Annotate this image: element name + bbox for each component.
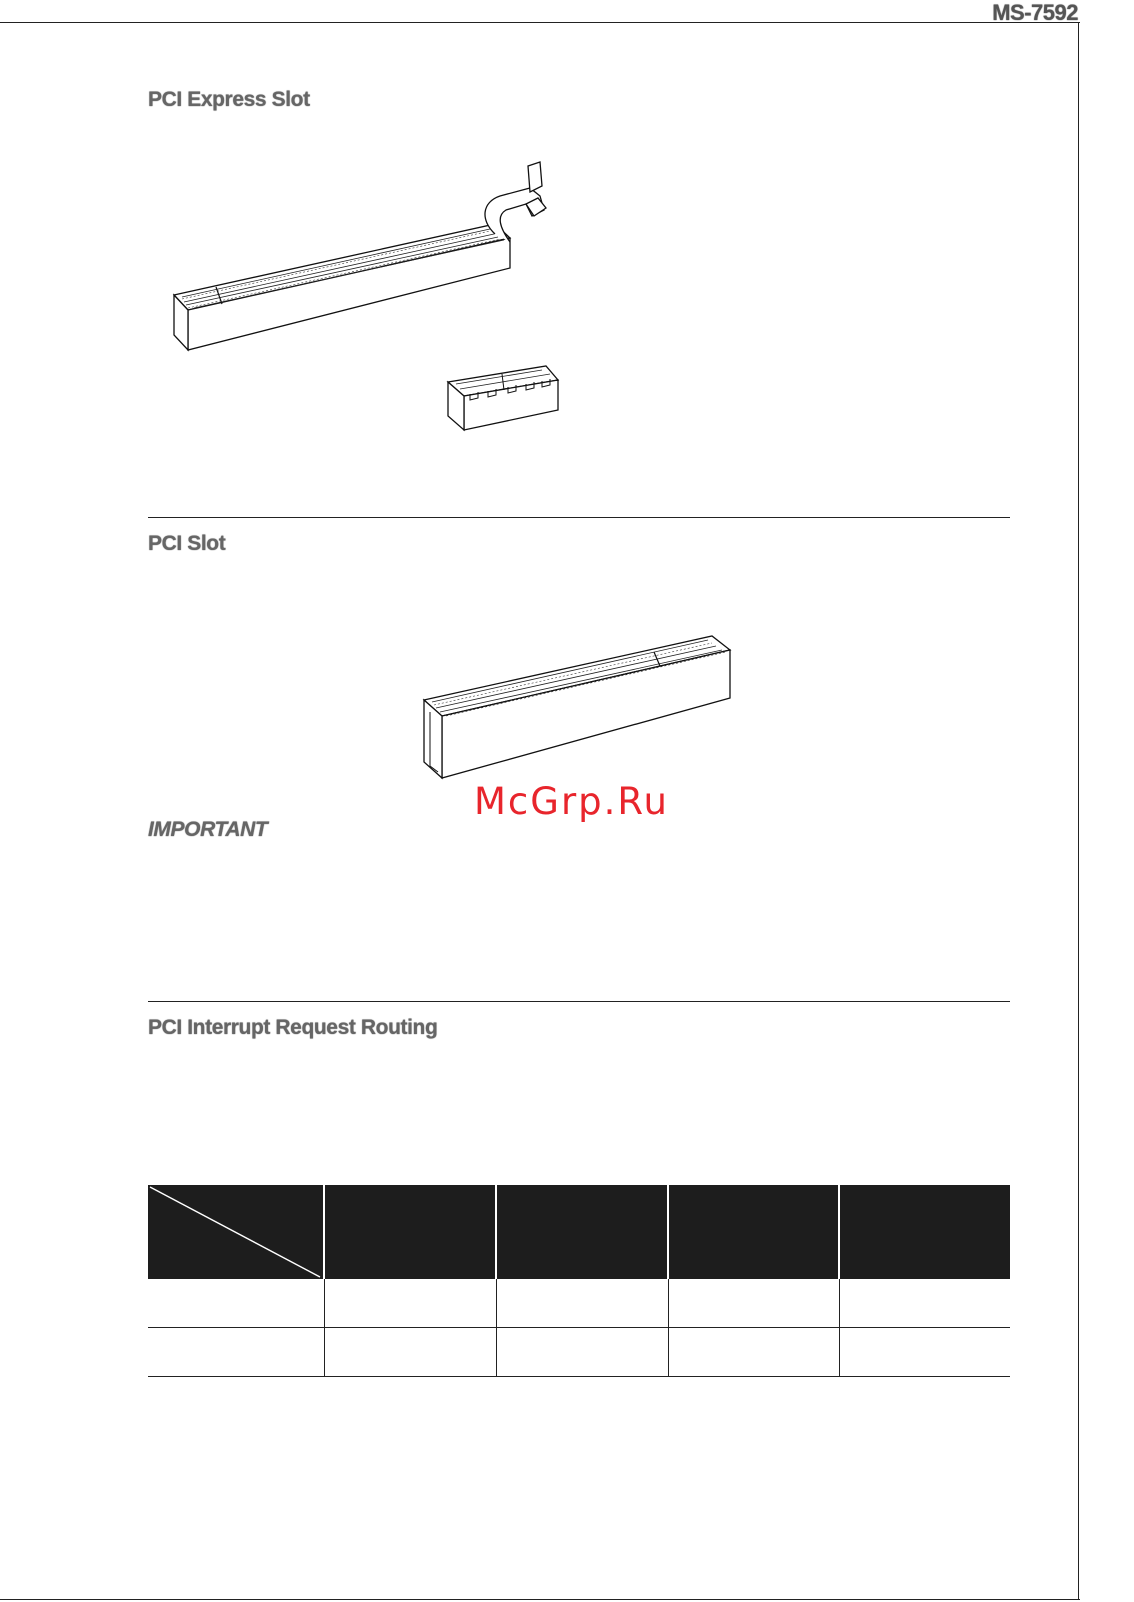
pci-express-x16-slot-illustration: [160, 158, 580, 358]
table-cell: [148, 1279, 324, 1328]
table-header-cell: [324, 1185, 496, 1279]
table-cell: [324, 1279, 496, 1328]
model-number: MS-7592: [992, 0, 1078, 25]
section-title-pci-express: PCI Express Slot: [148, 88, 310, 111]
table-row: [148, 1279, 1010, 1328]
pci-express-x1-slot-illustration: [446, 360, 566, 436]
section-title-irq-routing: PCI Interrupt Request Routing: [148, 1016, 438, 1039]
table-cell: [668, 1279, 839, 1328]
table-cell: [839, 1328, 1010, 1377]
page-frame-right: [1078, 22, 1079, 1600]
page-frame-top: [0, 22, 1080, 23]
table-row: [148, 1328, 1010, 1377]
section-divider: [148, 1001, 1010, 1002]
page-frame-bottom: [0, 1599, 1080, 1600]
table-header-cell: [668, 1185, 839, 1279]
watermark: McGrp.Ru: [474, 780, 669, 823]
table-cell: [324, 1328, 496, 1377]
table-cell: [148, 1328, 324, 1377]
table-cell: [668, 1328, 839, 1377]
table-header-cell: [496, 1185, 668, 1279]
pci-slot-illustration: [420, 626, 740, 782]
table-header-corner-cell: [148, 1185, 324, 1279]
table-header-cell: [839, 1185, 1010, 1279]
table-cell: [839, 1279, 1010, 1328]
table-header-row: [148, 1185, 1010, 1279]
diagonal-divider: [148, 1185, 322, 1279]
irq-routing-table: [148, 1185, 1010, 1377]
table-cell: [496, 1328, 668, 1377]
important-title: IMPORTANT: [148, 818, 268, 841]
section-title-pci: PCI Slot: [148, 532, 226, 555]
section-divider: [148, 517, 1010, 518]
table-cell: [496, 1279, 668, 1328]
